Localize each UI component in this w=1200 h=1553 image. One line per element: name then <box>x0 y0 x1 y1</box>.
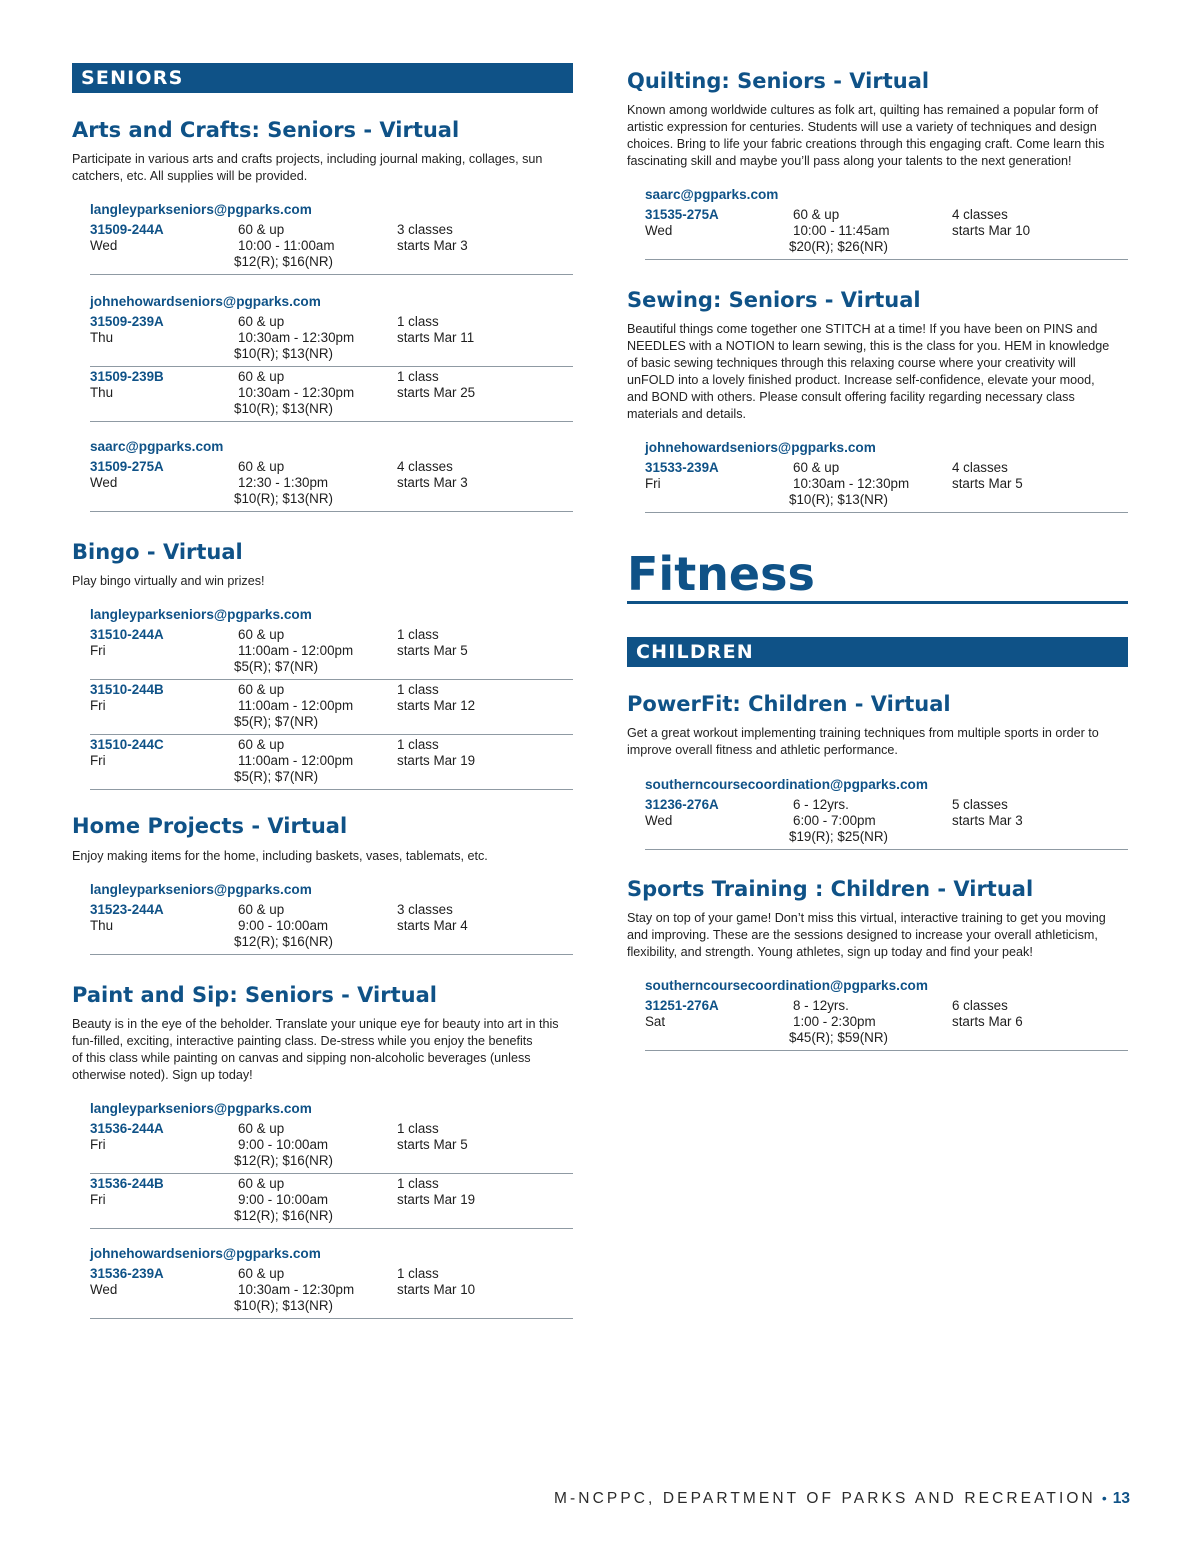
contact-email[interactable]: saarc@pgparks.com <box>645 187 779 202</box>
course-title: Home Projects - Virtual <box>72 814 348 838</box>
contact-email[interactable]: langleyparkseniors@pgparks.com <box>90 202 312 217</box>
contact-email[interactable]: johnehowardseniors@pgparks.com <box>90 294 321 309</box>
course-day: Thu <box>90 330 114 345</box>
course-row <box>645 207 1128 260</box>
age-range: 60 & up <box>238 222 285 237</box>
contact-group <box>90 201 573 277</box>
fitness-heading: Fitness <box>627 549 1128 604</box>
contact-email[interactable]: langleyparkseniors@pgparks.com <box>90 882 312 897</box>
age-range: 60 & up <box>238 627 285 642</box>
class-fee: $12(R); $16(NR) <box>234 934 333 949</box>
class-time: 11:00am - 12:00pm <box>238 643 354 658</box>
course-day: Fri <box>90 643 106 658</box>
class-count: 4 classes <box>952 460 1008 475</box>
course-day: Fri <box>645 476 661 491</box>
section-band-children: CHILDREN <box>627 637 1128 667</box>
course-row <box>90 737 573 790</box>
age-range: 60 & up <box>238 369 285 384</box>
class-fee: $20(R); $26(NR) <box>789 239 888 254</box>
class-time: 12:30 - 1:30pm <box>238 475 329 490</box>
contact-email[interactable]: saarc@pgparks.com <box>90 439 224 454</box>
course-title: Quilting: Seniors - Virtual <box>627 69 930 93</box>
course-title: Arts and Crafts: Seniors - Virtual <box>72 118 460 142</box>
age-range: 60 & up <box>238 1266 285 1281</box>
course-description: Beautiful things come together one STITCH at a time! If you have been on PINS and NEEDLES with a NOTION to learn sewing, this is the class for you. HEM in knowledge of basic sewing techniques through this relaxing course where your creativity will unFOLD into a lovely finished product. Increase self-confidence, elevate your mood, and BOND with others. Please consult offering facility regarding necessary class materials and details. <box>627 322 1110 421</box>
class-count: 1 class <box>397 1266 439 1281</box>
contact-group <box>90 1100 573 1231</box>
class-time: 10:00 - 11:45am <box>793 223 890 238</box>
course-title: Sewing: Seniors - Virtual <box>627 288 921 312</box>
start-date: starts Mar 5 <box>397 1137 468 1152</box>
contact-group <box>90 881 573 957</box>
class-count: 1 class <box>397 1176 439 1191</box>
course-description: Stay on top of your game! Don’t miss this virtual, interactive training to get you moving and improving. These are the sessions designed to increase your overall athleticism, flexibility, and strength. Young athletes, sign up today and find your peak! <box>627 911 1106 959</box>
contact-group <box>645 776 1128 852</box>
course-row <box>90 627 573 680</box>
course-row <box>90 902 573 955</box>
course-code: 31236-276A <box>645 797 719 812</box>
course-description: Participate in various arts and crafts projects, including journal making, collages, sun catchers, etc. All supplies will be provided. <box>72 152 543 183</box>
contact-email[interactable]: southerncoursecoordination@pgparks.com <box>645 978 928 993</box>
age-range: 60 & up <box>793 460 840 475</box>
age-range: 60 & up <box>238 459 285 474</box>
course-title: Sports Training : Children - Virtual <box>627 877 1034 901</box>
class-time: 10:30am - 12:30pm <box>238 385 355 400</box>
class-count: 3 classes <box>397 902 453 917</box>
course-row <box>90 459 573 512</box>
class-count: 4 classes <box>397 459 453 474</box>
class-time: 10:00 - 11:00am <box>238 238 335 253</box>
page-footer <box>554 1490 1130 1508</box>
course-description: Beauty is in the eye of the beholder. Translate your unique eye for beauty into art in this fun-filled, exciting, interactive painting class. De-stress while you enjoy the benefits of this class while painting on canvas and sipping non-alcoholic beverages (unless otherwise noted). Sign up today! <box>72 1017 559 1082</box>
course-code: 31509-275A <box>90 459 164 474</box>
start-date: starts Mar 3 <box>397 238 468 253</box>
age-range: 60 & up <box>238 1121 285 1136</box>
course-code: 31535-275A <box>645 207 719 222</box>
course-code: 31510-244B <box>90 682 164 697</box>
course-row <box>645 460 1128 513</box>
start-date: starts Mar 5 <box>397 643 468 658</box>
contact-group <box>645 977 1128 1053</box>
start-date: starts Mar 5 <box>952 476 1023 491</box>
class-fee: $10(R); $13(NR) <box>234 1298 333 1313</box>
contact-email[interactable]: southerncoursecoordination@pgparks.com <box>645 777 928 792</box>
course-description: Get a great workout implementing training techniques from multiple sports in order to improve overall fitness and athletic performance. <box>627 726 1099 757</box>
age-range: 6 - 12yrs. <box>793 797 849 812</box>
contact-group <box>645 186 1128 262</box>
class-fee: $10(R); $13(NR) <box>234 401 333 416</box>
course-row <box>90 222 573 275</box>
course-day: Fri <box>90 1137 106 1152</box>
contact-group <box>90 1245 573 1321</box>
age-range: 60 & up <box>238 314 285 329</box>
right-column <box>627 0 1128 1553</box>
contact-group <box>645 439 1128 515</box>
course-day: Thu <box>90 385 114 400</box>
age-range: 60 & up <box>238 1176 285 1191</box>
class-count: 3 classes <box>397 222 453 237</box>
age-range: 60 & up <box>238 737 285 752</box>
start-date: starts Mar 19 <box>397 1192 476 1207</box>
bullet-separator: • <box>1101 1490 1107 1506</box>
course-row <box>90 1176 573 1229</box>
class-fee: $5(R); $7(NR) <box>234 659 319 674</box>
course-code: 31510-244A <box>90 627 164 642</box>
class-fee: $10(R); $13(NR) <box>234 491 333 506</box>
contact-group <box>90 606 573 792</box>
course-title: PowerFit: Children - Virtual <box>627 692 951 716</box>
contact-email[interactable]: johnehowardseniors@pgparks.com <box>90 1246 321 1261</box>
course-row <box>90 1121 573 1174</box>
course-day: Fri <box>90 1192 106 1207</box>
start-date: starts Mar 11 <box>397 330 475 345</box>
course-day: Wed <box>645 223 673 238</box>
age-range: 60 & up <box>238 902 285 917</box>
course-code: 31509-244A <box>90 222 164 237</box>
course-day: Fri <box>90 753 106 768</box>
class-time: 11:00am - 12:00pm <box>238 753 354 768</box>
class-time: 10:30am - 12:30pm <box>793 476 910 491</box>
start-date: starts Mar 3 <box>397 475 468 490</box>
start-date: starts Mar 10 <box>952 223 1031 238</box>
course-code: 31523-244A <box>90 902 164 917</box>
class-count: 1 class <box>397 1121 439 1136</box>
course-title: Bingo - Virtual <box>72 540 243 564</box>
course-description: Enjoy making items for the home, including baskets, vases, tablemats, etc. <box>72 849 488 863</box>
class-time: 10:30am - 12:30pm <box>238 1282 355 1297</box>
start-date: starts Mar 4 <box>397 918 468 933</box>
start-date: starts Mar 6 <box>952 1014 1023 1029</box>
class-fee: $5(R); $7(NR) <box>234 769 319 784</box>
class-count: 1 class <box>397 369 439 384</box>
age-range: 8 - 12yrs. <box>793 998 849 1013</box>
class-fee: $12(R); $16(NR) <box>234 1153 333 1168</box>
class-time: 1:00 - 2:30pm <box>793 1014 876 1029</box>
class-time: 9:00 - 10:00am <box>238 1137 329 1152</box>
contact-email[interactable]: langleyparkseniors@pgparks.com <box>90 607 312 622</box>
class-fee: $19(R); $25(NR) <box>789 829 888 844</box>
class-time: 6:00 - 7:00pm <box>793 813 876 828</box>
course-code: 31251-276A <box>645 998 719 1013</box>
class-time: 9:00 - 10:00am <box>238 918 329 933</box>
age-range: 60 & up <box>238 682 285 697</box>
course-description: Play bingo virtually and win prizes! <box>72 574 265 588</box>
course-row <box>90 1266 573 1319</box>
start-date: starts Mar 3 <box>952 813 1023 828</box>
class-time: 10:30am - 12:30pm <box>238 330 355 345</box>
class-count: 1 class <box>397 314 439 329</box>
course-day: Sat <box>645 1014 666 1029</box>
class-fee: $12(R); $16(NR) <box>234 254 333 269</box>
age-range: 60 & up <box>793 207 840 222</box>
course-code: 31509-239B <box>90 369 164 384</box>
page-number: 13 <box>1112 1490 1130 1507</box>
section-band-seniors: SENIORS <box>72 63 573 93</box>
left-column <box>72 0 573 1553</box>
course-row <box>645 998 1128 1051</box>
course-title: Paint and Sip: Seniors - Virtual <box>72 983 437 1007</box>
course-day: Wed <box>90 1282 118 1297</box>
course-description: Known among worldwide cultures as folk art, quilting has remained a popular form of artistic expression for centuries. Students will use a variety of techniques and design choices. Bring to life your fabric creations through this engaging craft. Come learn this fascinating skill and maybe you’ll pass along your talents to the next generation! <box>627 103 1105 168</box>
contact-email[interactable]: johnehowardseniors@pgparks.com <box>645 440 876 455</box>
course-row <box>90 369 573 422</box>
course-day: Wed <box>90 238 118 253</box>
course-day: Wed <box>645 813 673 828</box>
course-code: 31536-244B <box>90 1176 164 1191</box>
contact-email[interactable]: langleyparkseniors@pgparks.com <box>90 1101 312 1116</box>
course-day: Thu <box>90 918 114 933</box>
class-fee: $12(R); $16(NR) <box>234 1208 333 1223</box>
class-fee: $10(R); $13(NR) <box>234 346 333 361</box>
course-code: 31536-239A <box>90 1266 164 1281</box>
course-code: 31510-244C <box>90 737 164 752</box>
class-count: 1 class <box>397 737 439 752</box>
course-day: Wed <box>90 475 118 490</box>
course-day: Fri <box>90 698 106 713</box>
start-date: starts Mar 19 <box>397 753 476 768</box>
class-time: 9:00 - 10:00am <box>238 1192 329 1207</box>
class-fee: $45(R); $59(NR) <box>789 1030 888 1045</box>
course-row <box>645 797 1128 850</box>
start-date: starts Mar 10 <box>397 1282 476 1297</box>
footer-text: M-NCPPC, DEPARTMENT OF PARKS AND RECREATION <box>554 1490 1096 1507</box>
course-row <box>90 682 573 735</box>
course-code: 31533-239A <box>645 460 719 475</box>
class-count: 6 classes <box>952 998 1008 1013</box>
class-count: 1 class <box>397 682 439 697</box>
class-count: 1 class <box>397 627 439 642</box>
class-fee: $10(R); $13(NR) <box>789 492 888 507</box>
course-code: 31536-244A <box>90 1121 164 1136</box>
class-time: 11:00am - 12:00pm <box>238 698 354 713</box>
contact-group <box>90 293 573 424</box>
contact-group <box>90 438 573 514</box>
class-count: 4 classes <box>952 207 1008 222</box>
start-date: starts Mar 12 <box>397 698 476 713</box>
start-date: starts Mar 25 <box>397 385 476 400</box>
class-fee: $5(R); $7(NR) <box>234 714 319 729</box>
class-count: 5 classes <box>952 797 1008 812</box>
course-code: 31509-239A <box>90 314 164 329</box>
course-row <box>90 314 573 367</box>
